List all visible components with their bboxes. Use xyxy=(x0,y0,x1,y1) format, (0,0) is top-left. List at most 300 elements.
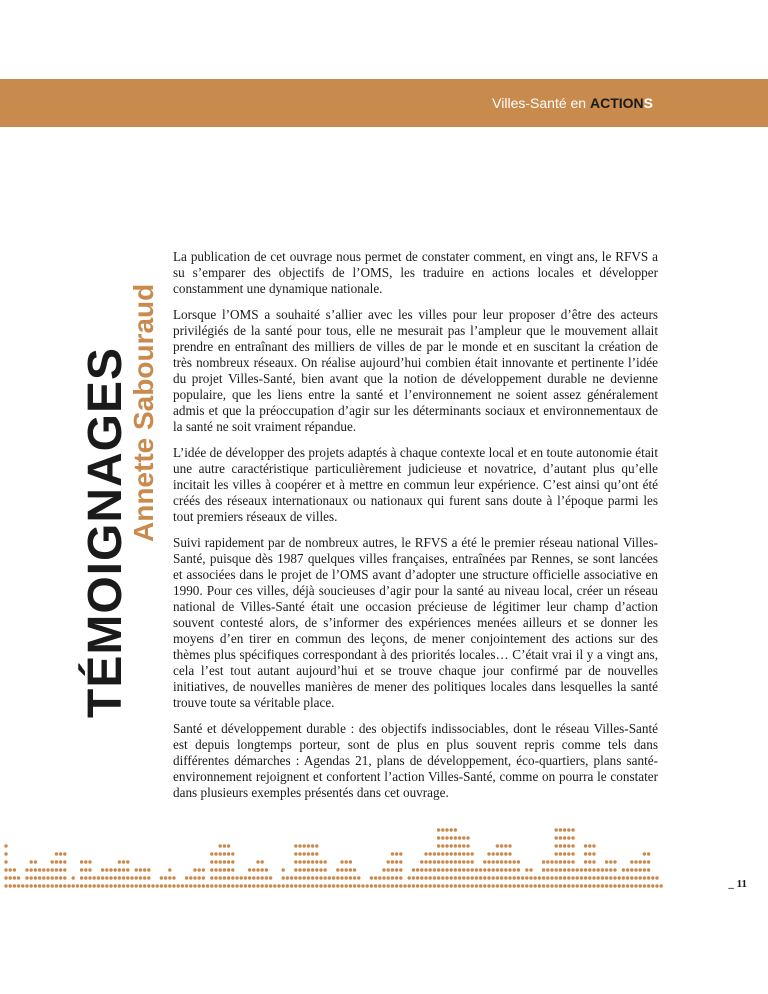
skyline-dot xyxy=(328,876,331,879)
skyline-dot xyxy=(143,868,146,871)
skyline-dot xyxy=(315,876,318,879)
skyline-dot xyxy=(349,860,352,863)
skyline-dot xyxy=(315,884,318,887)
skyline-dot xyxy=(458,844,461,847)
skyline-dot xyxy=(223,868,226,871)
skyline-dot xyxy=(298,852,301,855)
skyline-dot xyxy=(210,860,213,863)
skyline-dot xyxy=(559,876,562,879)
skyline-dot xyxy=(4,852,7,855)
skyline-dot xyxy=(487,868,490,871)
skyline-dot xyxy=(416,868,419,871)
skyline-dot xyxy=(613,884,616,887)
skyline-dot xyxy=(345,876,348,879)
skyline-dot xyxy=(55,884,58,887)
skyline-dot xyxy=(555,868,558,871)
skyline-dot xyxy=(492,876,495,879)
skyline-dot xyxy=(408,876,411,879)
skyline-dot xyxy=(571,884,574,887)
skyline-dot xyxy=(441,836,444,839)
skyline-dot xyxy=(126,860,129,863)
skyline-dot xyxy=(286,876,289,879)
skyline-dot xyxy=(34,876,37,879)
skyline-dot xyxy=(51,876,54,879)
skyline-dot xyxy=(105,868,108,871)
skyline-dot xyxy=(126,884,129,887)
skyline-dot xyxy=(445,860,448,863)
skyline-dot xyxy=(34,868,37,871)
skyline-dot xyxy=(660,884,663,887)
paragraph: La publication de cet ouvrage nous permet de constater comment, en vingt ans, le RFVS a su s’emparer des objectifs de l’OMS, les traduire en actions locales et développer constamment une dynamique nationale. xyxy=(173,249,658,296)
skyline-dot xyxy=(353,868,356,871)
skyline-dot xyxy=(244,876,247,879)
skyline-dot xyxy=(88,868,91,871)
skyline-dot xyxy=(466,876,469,879)
skyline-dot xyxy=(597,876,600,879)
skyline-dot xyxy=(340,860,343,863)
skyline-dot xyxy=(546,884,549,887)
skyline-dot xyxy=(55,852,58,855)
skyline-dot xyxy=(487,852,490,855)
skyline-dot xyxy=(307,852,310,855)
skyline-dot xyxy=(567,884,570,887)
skyline-dot xyxy=(651,884,654,887)
skyline-dot xyxy=(55,860,58,863)
skyline-dot xyxy=(345,884,348,887)
skyline-dot xyxy=(345,868,348,871)
skyline-dot xyxy=(634,860,637,863)
skyline-dot xyxy=(198,868,201,871)
skyline-dot xyxy=(559,828,562,831)
skyline-dot xyxy=(273,884,276,887)
skyline-dot xyxy=(504,868,507,871)
skyline-dot xyxy=(101,884,104,887)
skyline-dot xyxy=(315,844,318,847)
skyline-dot xyxy=(261,868,264,871)
skyline-dot xyxy=(458,884,461,887)
skyline-dot xyxy=(332,876,335,879)
skyline-dot xyxy=(441,860,444,863)
skyline-dot xyxy=(437,844,440,847)
skyline-dot xyxy=(634,868,637,871)
skyline-dot xyxy=(319,860,322,863)
skyline-dot xyxy=(185,884,188,887)
skyline-dot xyxy=(420,876,423,879)
skyline-dot xyxy=(500,852,503,855)
skyline-dot xyxy=(282,884,285,887)
skyline-dot xyxy=(256,868,259,871)
skyline-dot xyxy=(46,876,49,879)
skyline-dot xyxy=(42,884,45,887)
skyline-dot xyxy=(235,876,238,879)
skyline-dot xyxy=(534,884,537,887)
skyline-dot xyxy=(59,876,62,879)
skyline-dot xyxy=(529,884,532,887)
skyline-dot xyxy=(34,884,37,887)
skyline-dot xyxy=(378,876,381,879)
skyline-dot xyxy=(542,884,545,887)
skyline-dot xyxy=(55,876,58,879)
skyline-dot xyxy=(51,868,54,871)
skyline-dot xyxy=(588,852,591,855)
skyline-dot xyxy=(63,876,66,879)
skyline-dot xyxy=(122,868,125,871)
skyline-dot xyxy=(59,852,62,855)
skyline-dot xyxy=(294,852,297,855)
skyline-dot xyxy=(399,884,402,887)
skyline-dot xyxy=(164,884,167,887)
skyline-dot xyxy=(605,868,608,871)
skyline-dot xyxy=(555,852,558,855)
skyline-dot xyxy=(513,884,516,887)
skyline-dot xyxy=(500,844,503,847)
skyline-dot xyxy=(542,860,545,863)
skyline-dot xyxy=(118,884,121,887)
skyline-dot xyxy=(429,884,432,887)
skyline-dot xyxy=(454,828,457,831)
skyline-dot xyxy=(542,876,545,879)
skyline-dot xyxy=(399,876,402,879)
skyline-dot xyxy=(210,868,213,871)
skyline-dot xyxy=(496,876,499,879)
skyline-dot xyxy=(500,884,503,887)
skyline-dot xyxy=(294,884,297,887)
skyline-dot xyxy=(84,876,87,879)
skyline-dot xyxy=(345,860,348,863)
skyline-dot xyxy=(227,876,230,879)
skyline-dot xyxy=(618,884,621,887)
skyline-dot xyxy=(559,860,562,863)
skyline-dot xyxy=(525,884,528,887)
skyline-dot xyxy=(567,876,570,879)
skyline-dot xyxy=(357,884,360,887)
skyline-dot xyxy=(269,876,272,879)
skyline-dot xyxy=(67,884,70,887)
skyline-dot xyxy=(408,884,411,887)
skyline-dot xyxy=(290,876,293,879)
skyline-dot xyxy=(214,884,217,887)
skyline-dot xyxy=(248,884,251,887)
skyline-dot xyxy=(277,884,280,887)
skyline-dot xyxy=(454,844,457,847)
skyline-dot xyxy=(97,884,100,887)
skyline-dot xyxy=(433,852,436,855)
skyline-dot xyxy=(303,860,306,863)
skyline-dot xyxy=(424,860,427,863)
skyline-dot xyxy=(391,876,394,879)
skyline-dot xyxy=(504,884,507,887)
skyline-dot xyxy=(353,876,356,879)
skyline-dot xyxy=(412,868,415,871)
skyline-dot xyxy=(441,852,444,855)
skyline-dot xyxy=(504,876,507,879)
skyline-dot xyxy=(202,868,205,871)
skyline-dot xyxy=(387,884,390,887)
skyline-dot xyxy=(571,828,574,831)
skyline-dot xyxy=(550,876,553,879)
skyline-dot xyxy=(189,876,192,879)
skyline-dot xyxy=(80,860,83,863)
skyline-dot xyxy=(584,844,587,847)
skyline-dot xyxy=(437,852,440,855)
skyline-dot xyxy=(437,876,440,879)
skyline-dot xyxy=(496,868,499,871)
skyline-dot xyxy=(21,884,24,887)
skyline-dot xyxy=(193,868,196,871)
skyline-dot xyxy=(168,884,171,887)
skyline-dot xyxy=(450,844,453,847)
skyline-dot xyxy=(160,876,163,879)
skyline-dot xyxy=(72,884,75,887)
skyline-dot xyxy=(219,876,222,879)
skyline-dot xyxy=(160,884,163,887)
skyline-dot xyxy=(235,884,238,887)
skyline-dot xyxy=(550,860,553,863)
skyline-dot xyxy=(101,876,104,879)
skyline-dot xyxy=(13,884,16,887)
skyline-dot xyxy=(441,884,444,887)
skyline-dot xyxy=(265,876,268,879)
skyline-dot xyxy=(30,884,33,887)
skyline-dot xyxy=(122,860,125,863)
skyline-dot xyxy=(475,876,478,879)
paragraph: Lorsque l’OMS a souhaité s’allier avec les villes pour leur proposer d’être des acteurs privilégiés de la santé pour tous, elle ne mesurait pas l’ampleur que le mouvement allait prendre en entraînant des milliers de villes de par le monde et en suscitant la création de très nombreux réseaux. On réalise aujourd’hui combien était innovante et pertinente l’idée du projet Villes-Santé, bien avant que la notion de développement durable ne devienne populaire, que les liens entre la santé et l’environnement ne soient assez généralement admis et que la préoccupation d’agir sur les déterminants sociaux et environnementaux de la santé ne soit vraiment répandue. xyxy=(173,307,658,434)
skyline-dot xyxy=(311,852,314,855)
skyline-dot xyxy=(601,868,604,871)
skyline-dot xyxy=(240,876,243,879)
skyline-dot xyxy=(370,884,373,887)
skyline-dot xyxy=(462,844,465,847)
skyline-dot xyxy=(454,860,457,863)
skyline-dot xyxy=(471,884,474,887)
skyline-dot xyxy=(546,860,549,863)
skyline-dot xyxy=(626,868,629,871)
skyline-dot xyxy=(172,884,175,887)
section-heading: TÉMOIGNAGES xyxy=(79,346,132,718)
skyline-dot xyxy=(202,884,205,887)
skyline-dot xyxy=(630,876,633,879)
skyline-dot xyxy=(101,868,104,871)
skyline-dot xyxy=(97,876,100,879)
skyline-dot xyxy=(475,884,478,887)
skyline-dot xyxy=(576,876,579,879)
skyline-dot xyxy=(84,884,87,887)
skyline-dot xyxy=(256,876,259,879)
skyline-dot xyxy=(336,868,339,871)
skyline-dot xyxy=(72,876,75,879)
skyline-dot xyxy=(420,884,423,887)
skyline-dot xyxy=(332,884,335,887)
skyline-dot xyxy=(93,884,96,887)
skyline-dot xyxy=(311,860,314,863)
skyline-dot xyxy=(609,868,612,871)
skyline-dot xyxy=(202,876,205,879)
skyline-dot xyxy=(219,844,222,847)
skyline-dot xyxy=(399,860,402,863)
skyline-dot xyxy=(177,884,180,887)
skyline-dot xyxy=(571,876,574,879)
skyline-dot xyxy=(261,860,264,863)
skyline-dot xyxy=(63,868,66,871)
skyline-dot xyxy=(269,884,272,887)
skyline-dot xyxy=(559,844,562,847)
skyline-dot xyxy=(634,884,637,887)
skyline-dot xyxy=(500,868,503,871)
skyline-dot xyxy=(223,844,226,847)
skyline-dot xyxy=(613,868,616,871)
skyline-dot xyxy=(378,884,381,887)
skyline-dot xyxy=(248,868,251,871)
skyline-dot xyxy=(147,876,150,879)
skyline-dot xyxy=(315,852,318,855)
skyline-dot xyxy=(193,884,196,887)
skyline-dot xyxy=(223,852,226,855)
skyline-dot xyxy=(298,860,301,863)
skyline-dot xyxy=(441,868,444,871)
skyline-dot xyxy=(437,884,440,887)
skyline-dot xyxy=(651,876,654,879)
skyline-dot xyxy=(571,860,574,863)
skyline-dot xyxy=(639,868,642,871)
skyline-dot xyxy=(168,868,171,871)
skyline-dot xyxy=(256,860,259,863)
skyline-dot xyxy=(500,860,503,863)
skyline-dot xyxy=(504,860,507,863)
skyline-dot xyxy=(580,868,583,871)
skyline-dot xyxy=(223,860,226,863)
skyline-dot xyxy=(563,876,566,879)
skyline-dot xyxy=(139,876,142,879)
paragraph: Santé et développement durable : des objectifs indissociables, dont le réseau Villes-Santé est depuis longtemps porteur, sont de plus en plus souvent repris comme tels dans différentes démarches : Agendas 21, plans de développement, éco-quartiers, plans santé-environnement rejoignent et confortent l’action Villes-Santé, comme on pourra le constater dans plusieurs exemples présentés dans cet ouvrage. xyxy=(173,721,658,800)
skyline-dot xyxy=(298,876,301,879)
skyline-dot xyxy=(391,868,394,871)
skyline-dot xyxy=(647,868,650,871)
skyline-dot xyxy=(517,884,520,887)
skyline-dot xyxy=(240,884,243,887)
skyline-dot xyxy=(303,884,306,887)
skyline-dot xyxy=(441,828,444,831)
skyline-dot xyxy=(193,876,196,879)
skyline-dot xyxy=(17,876,20,879)
skyline-dot xyxy=(462,876,465,879)
skyline-dot xyxy=(219,884,222,887)
skyline-dot xyxy=(454,868,457,871)
skyline-dot xyxy=(584,884,587,887)
skyline-dot xyxy=(311,844,314,847)
skyline-dot xyxy=(424,852,427,855)
skyline-dot xyxy=(458,860,461,863)
skyline-dot xyxy=(294,868,297,871)
skyline-dot xyxy=(126,868,129,871)
skyline-dot xyxy=(219,868,222,871)
skyline-dot xyxy=(210,884,213,887)
skyline-dot xyxy=(504,844,507,847)
skyline-dot xyxy=(630,868,633,871)
skyline-dot xyxy=(588,876,591,879)
skyline-dot xyxy=(466,884,469,887)
skyline-dot xyxy=(555,828,558,831)
skyline-dot xyxy=(156,884,159,887)
skyline-dot xyxy=(508,868,511,871)
skyline-dot xyxy=(319,868,322,871)
skyline-dot xyxy=(30,876,33,879)
skyline-dot xyxy=(227,852,230,855)
skyline-dot xyxy=(387,860,390,863)
skyline-dot xyxy=(475,868,478,871)
skyline-dot xyxy=(324,884,327,887)
skyline-dot xyxy=(458,852,461,855)
skyline-dot xyxy=(361,884,364,887)
skyline-dot xyxy=(219,852,222,855)
skyline-dot xyxy=(563,868,566,871)
skyline-dot xyxy=(424,884,427,887)
skyline-dot xyxy=(135,876,138,879)
skyline-dot xyxy=(248,876,251,879)
skyline-dot xyxy=(592,844,595,847)
skyline-dot xyxy=(357,876,360,879)
skyline-dot xyxy=(496,844,499,847)
skyline-dot xyxy=(181,884,184,887)
skyline-dot xyxy=(479,884,482,887)
skyline-dot xyxy=(508,844,511,847)
skyline-dot xyxy=(538,884,541,887)
skyline-dot xyxy=(483,868,486,871)
skyline-dot xyxy=(450,852,453,855)
skyline-dot xyxy=(143,884,146,887)
skyline-dot xyxy=(38,876,41,879)
skyline-dot xyxy=(445,884,448,887)
skyline-dot xyxy=(252,876,255,879)
skyline-dot xyxy=(639,884,642,887)
skyline-dot xyxy=(319,884,322,887)
skyline-dot xyxy=(130,876,133,879)
skyline-dot xyxy=(214,852,217,855)
skyline-dot xyxy=(492,868,495,871)
skyline-dot xyxy=(59,860,62,863)
skyline-dot xyxy=(445,828,448,831)
skyline-dot xyxy=(429,852,432,855)
skyline-dot xyxy=(647,852,650,855)
skyline-dot xyxy=(584,860,587,863)
skyline-dot xyxy=(25,868,28,871)
skyline-dot xyxy=(647,860,650,863)
skyline-dot xyxy=(584,852,587,855)
skyline-dot xyxy=(9,884,12,887)
skyline-dot xyxy=(576,884,579,887)
skyline-dot xyxy=(9,868,12,871)
skyline-dot xyxy=(424,868,427,871)
skyline-dot xyxy=(517,868,520,871)
skyline-dot xyxy=(466,836,469,839)
skyline-dot xyxy=(265,884,268,887)
skyline-dot xyxy=(450,828,453,831)
skyline-dot xyxy=(395,868,398,871)
skyline-dot xyxy=(555,844,558,847)
skyline-dot xyxy=(563,844,566,847)
skyline-dot xyxy=(118,876,121,879)
skyline-dot xyxy=(30,860,33,863)
skyline-dot xyxy=(592,876,595,879)
skyline-dot xyxy=(63,860,66,863)
skyline-dot xyxy=(479,876,482,879)
skyline-dot xyxy=(433,884,436,887)
skyline-dot xyxy=(588,868,591,871)
skyline-dot xyxy=(319,876,322,879)
skyline-dot xyxy=(567,828,570,831)
skyline-dot xyxy=(122,876,125,879)
skyline-dot xyxy=(458,836,461,839)
skyline-dot xyxy=(118,860,121,863)
